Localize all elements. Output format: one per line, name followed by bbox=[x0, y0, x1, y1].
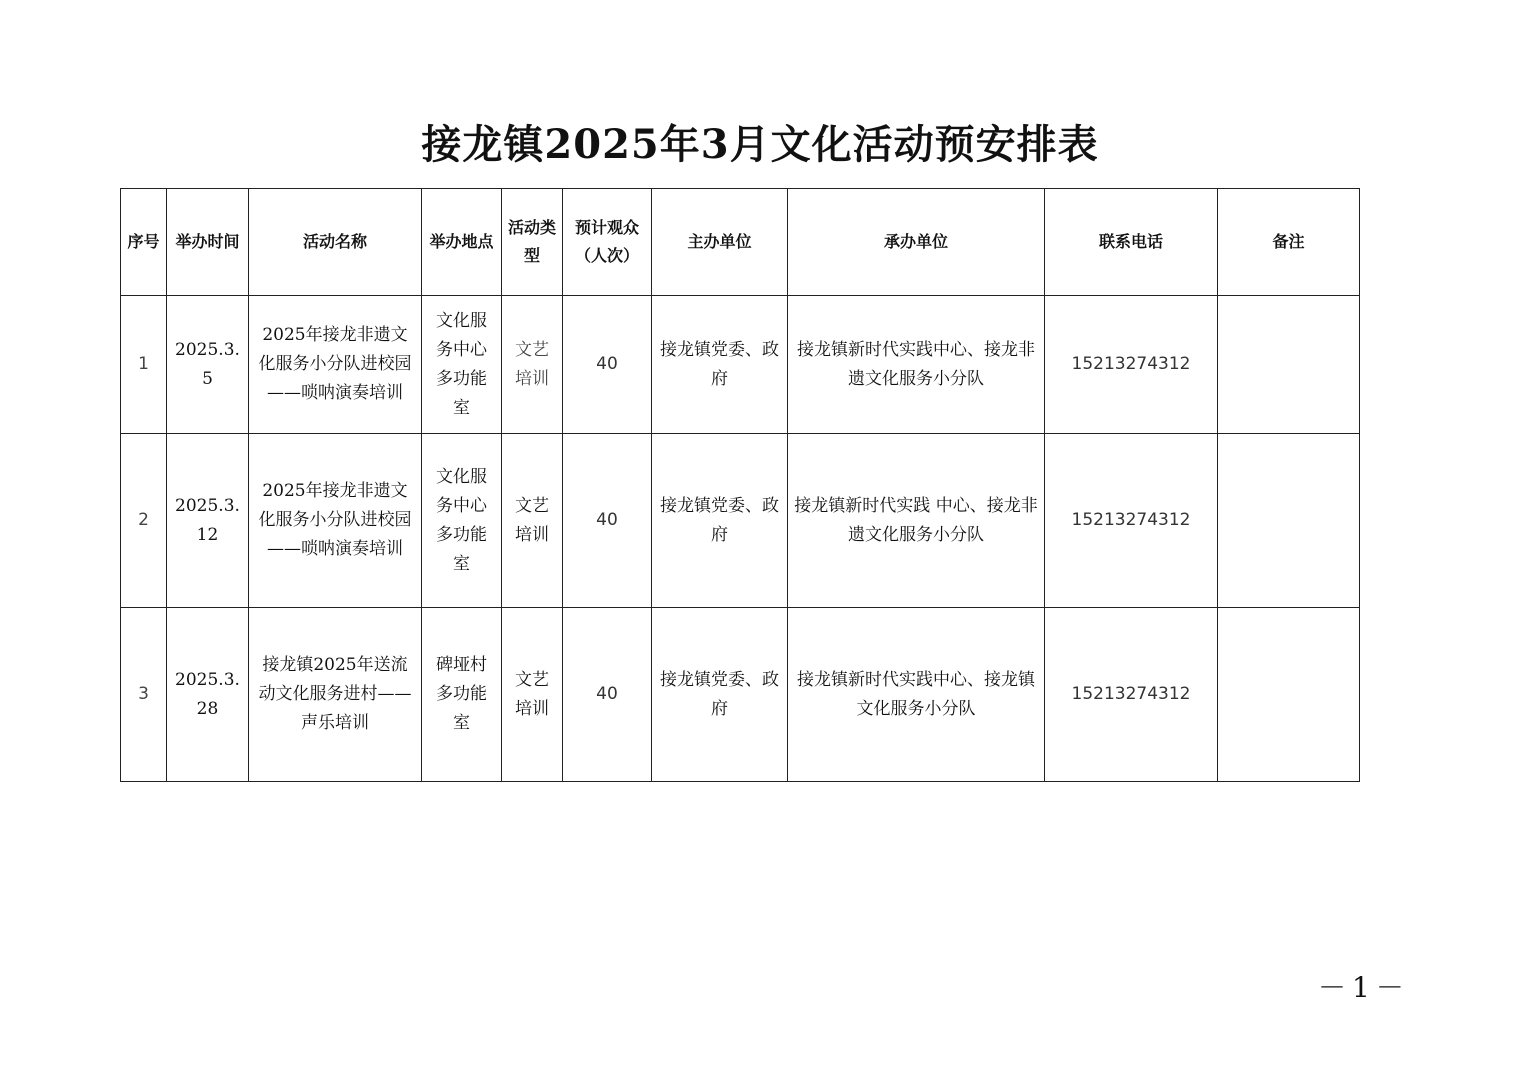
cell-host: 接龙镇党委、政府 bbox=[652, 296, 788, 434]
header-phone: 联系电话 bbox=[1045, 189, 1218, 296]
cell-audience: 40 bbox=[563, 608, 652, 782]
cell-host: 接龙镇党委、政府 bbox=[652, 608, 788, 782]
cell-venue: 碑垭村多功能室 bbox=[422, 608, 502, 782]
cell-organizer: 接龙镇新时代实践中心、接龙镇文化服务小分队 bbox=[788, 608, 1045, 782]
cell-remark bbox=[1218, 434, 1360, 608]
table-header-row bbox=[121, 189, 1360, 296]
cell-phone: 15213274312 bbox=[1045, 296, 1218, 434]
cell-date: 2025.3.5 bbox=[167, 296, 249, 434]
cell-type: 文艺培训 bbox=[502, 296, 563, 434]
cell-remark bbox=[1218, 296, 1360, 434]
activity-schedule-table bbox=[120, 188, 1360, 782]
cell-remark bbox=[1218, 608, 1360, 782]
header-audience: 预计观众（人次） bbox=[563, 189, 652, 296]
table-row bbox=[121, 296, 1360, 434]
cell-name: 2025年接龙非遗文化服务小分队进校园——唢呐演奏培训 bbox=[249, 296, 422, 434]
cell-host: 接龙镇党委、政府 bbox=[652, 434, 788, 608]
header-name: 活动名称 bbox=[249, 189, 422, 296]
cell-venue: 文化服务中心多功能室 bbox=[422, 434, 502, 608]
cell-type: 文艺培训 bbox=[502, 608, 563, 782]
header-type: 活动类型 bbox=[502, 189, 563, 296]
cell-phone: 15213274312 bbox=[1045, 434, 1218, 608]
cell-organizer: 接龙镇新时代实践 中心、接龙非遗文化服务小分队 bbox=[788, 434, 1045, 608]
cell-type: 文艺培训 bbox=[502, 434, 563, 608]
cell-date: 2025.3.12 bbox=[167, 434, 249, 608]
cell-seq: 2 bbox=[121, 434, 167, 608]
cell-phone: 15213274312 bbox=[1045, 608, 1218, 782]
table-row bbox=[121, 608, 1360, 782]
cell-venue: 文化服务中心多功能室 bbox=[422, 296, 502, 434]
header-organizer: 承办单位 bbox=[788, 189, 1045, 296]
cell-name: 接龙镇2025年送流动文化服务进村——声乐培训 bbox=[249, 608, 422, 782]
cell-seq: 1 bbox=[121, 296, 167, 434]
cell-name: 2025年接龙非遗文化服务小分队进校园——唢呐演奏培训 bbox=[249, 434, 422, 608]
document-title: 接龙镇2025年3月文化活动预安排表 bbox=[421, 121, 1099, 168]
cell-audience: 40 bbox=[563, 434, 652, 608]
cell-organizer: 接龙镇新时代实践中心、接龙非遗文化服务小分队 bbox=[788, 296, 1045, 434]
header-date: 举办时间 bbox=[167, 189, 249, 296]
page-number: －1－ bbox=[1318, 971, 1410, 1004]
cell-seq: 3 bbox=[121, 608, 167, 782]
cell-audience: 40 bbox=[563, 296, 652, 434]
header-seq: 序号 bbox=[121, 189, 167, 296]
table-row bbox=[121, 434, 1360, 608]
header-remark: 备注 bbox=[1218, 189, 1360, 296]
header-host: 主办单位 bbox=[652, 189, 788, 296]
cell-date: 2025.3.28 bbox=[167, 608, 249, 782]
header-venue: 举办地点 bbox=[422, 189, 502, 296]
